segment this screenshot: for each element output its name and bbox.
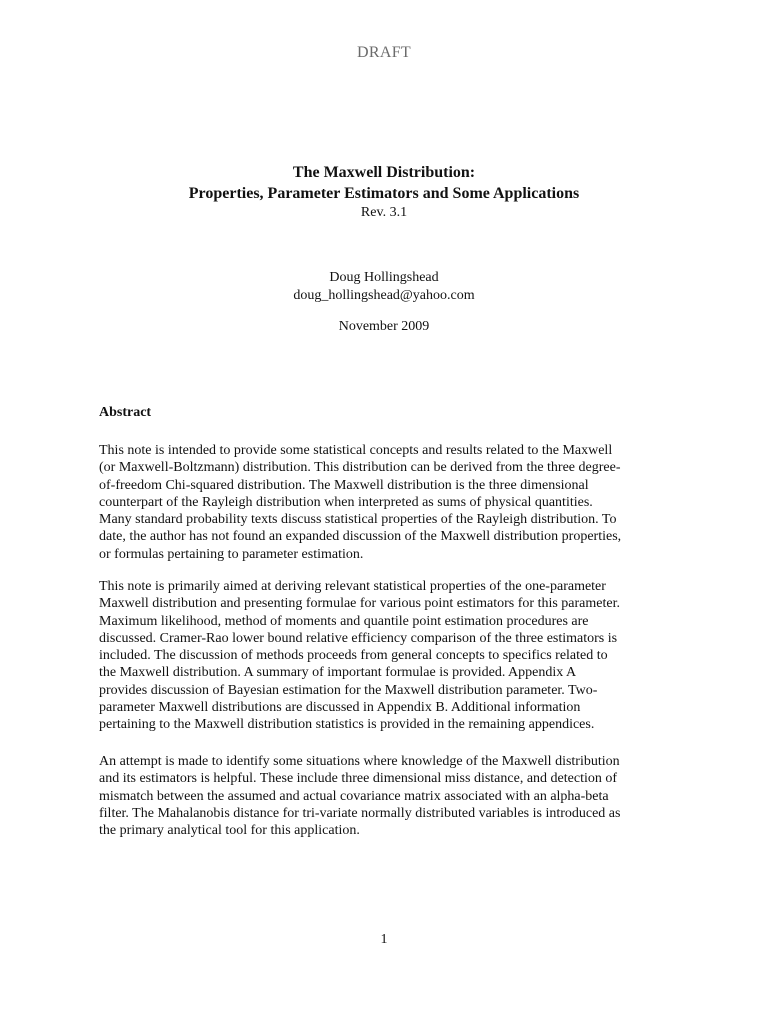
text-line: Maximum likelihood, method of moments and quantile point estimation procedures are [99, 613, 589, 629]
text-line: Maxwell distribution and presenting formulae for various point estimators for this parameter. [99, 596, 620, 612]
author-block [0, 269, 768, 305]
author-name: Doug Hollingshead [329, 270, 439, 285]
text-line: filter. The Mahalanobis distance for tri-variate normally distributed variables is introduced as [99, 805, 621, 821]
revision-label: Rev. 3.1 [360, 205, 408, 220]
abstract-heading: Abstract [99, 405, 152, 420]
text-line: Many standard probability texts discuss statistical properties of the Rayleigh distribution. To [99, 512, 617, 528]
text-line: This note is primarily aimed at deriving relevant statistical properties of the one-parameter [99, 579, 606, 594]
page-number: 1 [380, 932, 388, 947]
text-line: the Maxwell distribution. A summary of important formulae is provided. Appendix A [99, 665, 577, 681]
text-line: or formulas pertaining to parameter estimation. [99, 546, 364, 562]
text-line: This note is intended to provide some statistical concepts and results related to the Maxwell [99, 443, 613, 458]
abstract-paragraph-2 [99, 578, 669, 734]
text-line: provides discussion of Bayesian estimation for the Maxwell distribution parameter. Two- [99, 682, 598, 698]
title-line-1: The Maxwell Distribution: [292, 164, 476, 181]
text-line: An attempt is made to identify some situations where knowledge of the Maxwell distribution [99, 754, 620, 769]
text-line: included. The discussion of methods proceeds from general concepts to specifics related to [99, 648, 608, 664]
text-line: parameter Maxwell distributions are discussed in Appendix B. Additional information [99, 700, 581, 716]
text-line: the primary analytical tool for this application. [99, 823, 360, 839]
draft-watermark-label: DRAFT [357, 44, 411, 61]
publication-date: November 2009 [338, 319, 430, 334]
text-line: of-freedom Chi-squared distribution. The Maxwell distribution is the three dimensional [99, 477, 589, 493]
text-line: pertaining to the Maxwell distribution statistics is provided in the remaining appendices. [99, 717, 595, 733]
abstract-paragraph-1 [99, 442, 669, 563]
text-line: discussed. Cramer-Rao lower bound relative efficiency comparison of the three estimators is [99, 630, 618, 646]
title-line-2: Properties, Parameter Estimators and Some Applications [188, 185, 580, 202]
text-line: date, the author has not found an expanded discussion of the Maxwell distribution properties, [99, 529, 622, 545]
text-line: mismatch between the assumed and actual covariance matrix associated with an alpha-beta [99, 788, 609, 804]
text-line: (or Maxwell-Boltzmann) distribution. This distribution can be derived from the three degree- [99, 460, 621, 476]
text-line: counterpart of the Rayleigh distribution when interpreted as sums of physical quantities. [99, 494, 593, 510]
text-line: and its estimators is helpful. These include three dimensional miss distance, and detection of [99, 771, 618, 787]
title-block [0, 162, 768, 221]
author-email: doug_hollingshead@yahoo.com [293, 288, 475, 303]
abstract-paragraph-3 [99, 753, 669, 839]
